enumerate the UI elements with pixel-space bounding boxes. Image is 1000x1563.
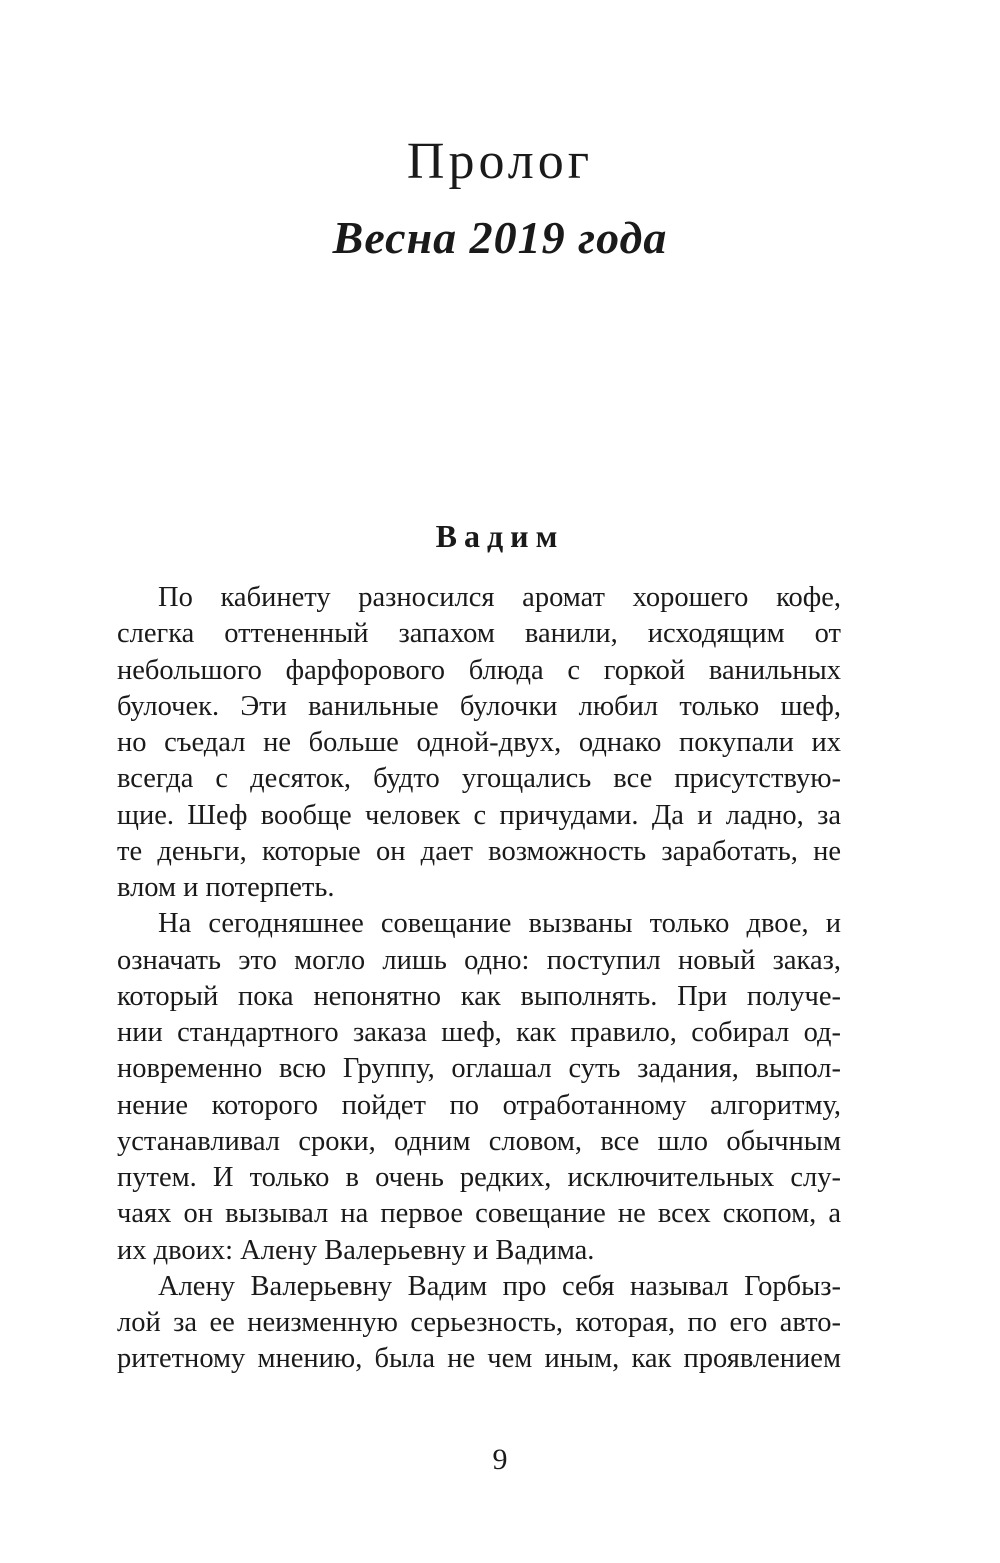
chapter-title: Пролог bbox=[406, 133, 594, 190]
text-line: Алену Валерьевну Вадим про себя называл Горбыз- bbox=[158, 1270, 841, 1302]
text-line: На сегодняшнее совещание вызваны только двое, и bbox=[158, 908, 841, 940]
text-line: всегда с десяток, будто угощались все присутствую- bbox=[117, 763, 841, 795]
text-line: По кабинету разносился аромат хорошего кофе, bbox=[158, 582, 841, 613]
text-line: означать это могло лишь одно: поступил новый заказ, bbox=[117, 944, 841, 976]
text-line: щие. Шеф вообще человек с причудами. Да и ладно, за bbox=[117, 799, 841, 831]
text-line: чаях он вызывал на первое совещание не всех скопом, а bbox=[117, 1198, 841, 1230]
text-line: их двоих: Алену Валерьевну и Вадима. bbox=[117, 1234, 595, 1266]
text-line: небольшого фарфорового блюда с горкой ванильных bbox=[117, 654, 841, 686]
text-line: влом и потерпеть. bbox=[117, 872, 335, 903]
chapter-subtitle: Весна 2019 года bbox=[332, 212, 668, 263]
text-line: слегка оттененный запахом ванили, исходящим от bbox=[117, 618, 841, 650]
page-number: 9 bbox=[492, 1443, 508, 1476]
section-title: Вадим bbox=[435, 518, 565, 554]
text-line: но съедал не больше одной-двух, однако покупали их bbox=[117, 727, 841, 758]
text-line: нии стандартного заказа шеф, как правило, собирал од- bbox=[117, 1017, 841, 1048]
text-line: который пока непонятно как выполнять. При получе- bbox=[117, 980, 841, 1012]
text-line: нение которого пойдет по отработанному алгоритму, bbox=[117, 1089, 841, 1121]
text-line: лой за ее неизменную серьезность, которая, по его авто- bbox=[117, 1307, 841, 1338]
text-line: ритетному мнению, была не чем иным, как проявлением bbox=[117, 1343, 841, 1375]
text-line: устанавливал сроки, одним словом, все шло обычным bbox=[117, 1125, 841, 1157]
text-line: булочек. Эти ванильные булочки любил только шеф, bbox=[117, 690, 841, 722]
text-line: новременно всю Группу, оглашал суть задания, выпол- bbox=[117, 1053, 841, 1085]
body-text bbox=[117, 580, 841, 1378]
text-line: те деньги, которые он дает возможность заработать, не bbox=[117, 835, 841, 867]
text-line: путем. И только в очень редких, исключительных слу- bbox=[117, 1162, 841, 1193]
